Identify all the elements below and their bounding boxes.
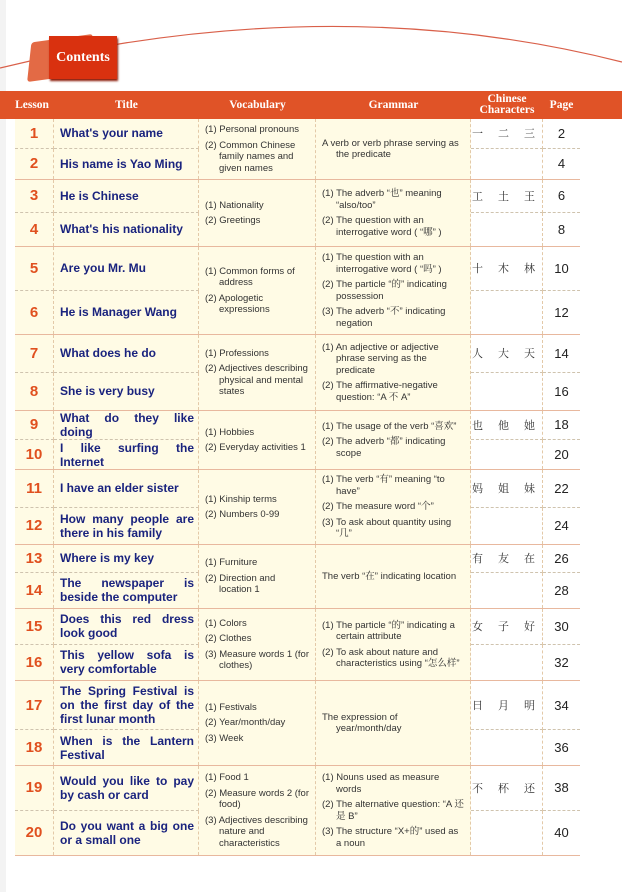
vocabulary-cell xyxy=(199,247,316,334)
header-page: Page xyxy=(549,98,574,111)
lesson-number: 13 xyxy=(15,545,54,573)
vocabulary-item: (2) Year/month/day xyxy=(205,717,286,729)
chinese-characters: 妈 姐 妹 xyxy=(471,470,543,508)
lesson-title[interactable]: He is Manager Wang xyxy=(54,291,199,335)
header-chinese-characters xyxy=(471,91,543,119)
lesson-title[interactable]: When is the Lantern Festival xyxy=(54,730,199,765)
vocabulary-item: (1) Colors xyxy=(205,617,247,629)
grammar-item: (3) To ask about quantity using “几” xyxy=(322,516,452,540)
lesson-number: 10 xyxy=(15,440,54,469)
grammar-cell xyxy=(316,335,471,410)
page-number[interactable]: 14 xyxy=(543,335,580,373)
vocabulary-item: (2) Numbers 0-99 xyxy=(205,509,280,520)
chinese-characters xyxy=(471,440,543,469)
grammar-item: The verb “在” indicating location xyxy=(322,570,457,582)
chinese-characters: 不 杯 还 xyxy=(471,766,543,811)
lesson-title[interactable]: She is very busy xyxy=(54,373,199,411)
vocabulary-cell xyxy=(199,119,316,179)
vocabulary-item: (2) Greetings xyxy=(205,215,261,226)
chinese-characters: 日 月 明 xyxy=(471,681,543,730)
page-margin xyxy=(0,0,6,892)
contents-heading: Contents xyxy=(56,49,110,65)
vocabulary-item: (1) Festivals xyxy=(205,701,257,713)
lesson-number: 20 xyxy=(15,811,54,856)
header-grammar: Grammar xyxy=(368,98,419,111)
vocabulary-item: (2) Clothes xyxy=(205,633,252,644)
lesson-number: 9 xyxy=(15,411,54,440)
vocabulary-cell xyxy=(199,609,316,680)
grammar-cell xyxy=(316,119,471,179)
lesson-number: 2 xyxy=(15,149,54,179)
grammar-item: A verb or verb phrase serving as the predicate xyxy=(322,137,459,160)
chinese-characters xyxy=(471,149,543,179)
chinese-characters: 一 二 三 xyxy=(471,119,543,149)
grammar-cell xyxy=(316,545,471,608)
vocabulary-item: (1) Food 1 xyxy=(205,772,249,783)
lesson-group xyxy=(15,411,580,470)
header-lesson: Lesson xyxy=(15,98,49,111)
lesson-title[interactable]: I like surfing the Internet xyxy=(54,440,199,469)
chinese-characters xyxy=(471,811,543,856)
lesson-number: 8 xyxy=(15,373,54,411)
vocabulary-item: (1) Hobbies xyxy=(205,426,255,438)
vocabulary-cell xyxy=(199,766,316,855)
page-number[interactable]: 12 xyxy=(543,291,580,335)
lesson-title[interactable]: He is Chinese xyxy=(54,180,199,213)
lesson-group xyxy=(15,119,580,180)
vocabulary-item: (2) Direction and location 1 xyxy=(205,572,276,596)
grammar-item: The expression of year/month/day xyxy=(322,711,402,734)
grammar-item: (2) The adverb “都” indicating scope xyxy=(322,436,446,459)
lesson-group xyxy=(15,335,580,411)
grammar-cell xyxy=(316,470,471,544)
lesson-number: 3 xyxy=(15,180,54,213)
page-number[interactable]: 28 xyxy=(543,573,580,608)
lesson-title[interactable]: I have an elder sister xyxy=(54,470,199,508)
vocabulary-item: (2) Adjectives describing physical and mental states xyxy=(205,363,308,397)
lesson-number: 11 xyxy=(15,470,54,508)
grammar-item: (1) An adjective or adjective phrase serving as the predicate xyxy=(322,341,439,376)
vocabulary-item: (2) Apologetic expressions xyxy=(205,292,270,315)
lesson-title[interactable]: The newspaper is beside the computer xyxy=(54,573,199,608)
chinese-characters xyxy=(471,645,543,681)
vocabulary-item: (1) Common forms of address xyxy=(205,265,295,288)
lesson-group xyxy=(15,470,580,545)
grammar-cell xyxy=(316,681,471,765)
header-chars-line2: Characters xyxy=(479,104,535,116)
lesson-number: 1 xyxy=(15,119,54,149)
vocabulary-cell xyxy=(199,545,316,608)
page-number[interactable]: 10 xyxy=(543,247,580,291)
lesson-number: 14 xyxy=(15,573,54,608)
page-number[interactable]: 2 xyxy=(543,119,580,149)
grammar-item: (2) To ask about nature and characteristics using “怎么样” xyxy=(322,646,460,669)
grammar-item: (1) Nouns used as measure words xyxy=(322,772,440,795)
lesson-title[interactable]: Does this red dress look good xyxy=(54,609,199,645)
lesson-group xyxy=(15,766,580,856)
grammar-item: (2) The affirmative-negative question: “A 不 A” xyxy=(322,380,438,403)
chinese-characters: 人 大 天 xyxy=(471,335,543,373)
chinese-characters: 有 友 在 xyxy=(471,545,543,573)
chinese-characters xyxy=(471,213,543,246)
page-number[interactable]: 36 xyxy=(543,730,580,765)
page-number[interactable]: 22 xyxy=(543,470,580,508)
vocabulary-item: (3) Adjectives describing nature and characteristics xyxy=(205,814,308,849)
lesson-number: 7 xyxy=(15,335,54,373)
page-number[interactable]: 18 xyxy=(543,411,580,440)
grammar-item: (3) The structure “X+的” used as a noun xyxy=(322,826,459,849)
chinese-characters xyxy=(471,573,543,608)
vocabulary-cell xyxy=(199,335,316,410)
page-number[interactable]: 32 xyxy=(543,645,580,681)
chinese-characters xyxy=(471,373,543,411)
header-chars-line1: Chinese xyxy=(487,93,527,105)
lesson-group xyxy=(15,681,580,766)
page-number[interactable]: 34 xyxy=(543,681,580,730)
chinese-characters xyxy=(471,291,543,335)
lesson-title[interactable]: What does he do xyxy=(54,335,199,373)
chinese-characters: 也 他 她 xyxy=(471,411,543,440)
vocabulary-item: (2) Measure words 2 (for food) xyxy=(205,787,310,810)
table-header xyxy=(0,91,622,119)
lesson-title[interactable]: Where is my key xyxy=(54,545,199,573)
page-number[interactable]: 8 xyxy=(543,213,580,246)
lesson-number: 6 xyxy=(15,291,54,335)
lesson-title[interactable]: This yellow sofa is very comfortable xyxy=(54,645,199,681)
vocabulary-item: (1) Personal pronouns xyxy=(205,124,299,135)
grammar-cell xyxy=(316,247,471,334)
vocabulary-item: (2) Everyday activities 1 xyxy=(205,442,306,453)
grammar-item: (1) The usage of the verb “喜欢” xyxy=(322,420,457,432)
grammar-item: (1) The adverb “也” meaning “also/too” xyxy=(322,188,442,211)
contents-badge xyxy=(49,36,117,79)
vocabulary-cell xyxy=(199,681,316,765)
chinese-characters xyxy=(471,508,543,545)
vocabulary-item: (1) Furniture xyxy=(205,557,258,569)
header-title: Title xyxy=(115,98,138,111)
lesson-number: 17 xyxy=(15,681,54,730)
grammar-item: (2) The measure word “个” xyxy=(322,501,434,513)
chinese-characters: 工 土 王 xyxy=(471,180,543,213)
chinese-characters: 十 木 林 xyxy=(471,247,543,291)
grammar-item: (2) The particle “的” indicating possession xyxy=(322,279,447,302)
lesson-title[interactable]: Do you want a big one or a small one xyxy=(54,811,199,856)
lesson-number: 5 xyxy=(15,247,54,291)
lesson-number: 18 xyxy=(15,730,54,765)
lesson-title[interactable]: How many people are there in his family xyxy=(54,508,199,545)
grammar-cell xyxy=(316,766,471,855)
page-number[interactable]: 38 xyxy=(543,766,580,811)
grammar-item: (1) The verb “有” meaning “to have” xyxy=(322,474,445,497)
chinese-characters: 女 子 好 xyxy=(471,609,543,645)
page-number[interactable]: 26 xyxy=(543,545,580,573)
vocabulary-item: (1) Kinship terms xyxy=(205,493,277,505)
lesson-number: 12 xyxy=(15,508,54,545)
page-number[interactable]: 40 xyxy=(543,811,580,856)
lesson-title[interactable]: What do they like doing xyxy=(54,411,199,440)
lesson-group xyxy=(15,247,580,335)
vocabulary-cell xyxy=(199,411,316,469)
grammar-cell xyxy=(316,609,471,680)
lesson-title[interactable]: Are you Mr. Mu xyxy=(54,247,199,291)
grammar-item: (3) The adverb “不” indicating negation xyxy=(322,306,446,329)
lesson-number: 15 xyxy=(15,609,54,645)
lesson-title[interactable]: The Spring Festival is on the first day of the first lunar month xyxy=(54,681,199,730)
vocabulary-item: (3) Week xyxy=(205,732,244,744)
lesson-title[interactable]: His name is Yao Ming xyxy=(54,149,199,179)
lesson-title[interactable]: What's your name xyxy=(54,119,199,149)
lesson-group xyxy=(15,545,580,609)
page-number[interactable]: 6 xyxy=(543,180,580,213)
grammar-item: (1) The question with an interrogative word ( “吗” ) xyxy=(322,252,442,275)
contents-table xyxy=(15,119,580,856)
grammar-item: (1) The particle “的” indicating a certain attribute xyxy=(322,619,455,642)
chinese-characters xyxy=(471,730,543,765)
vocabulary-cell xyxy=(199,180,316,246)
lesson-title[interactable]: Would you like to pay by cash or card xyxy=(54,766,199,811)
page-number[interactable]: 30 xyxy=(543,609,580,645)
grammar-item: (2) The question with an interrogative word ( “哪” ) xyxy=(322,215,442,238)
page-number[interactable]: 20 xyxy=(543,440,580,469)
grammar-cell xyxy=(316,411,471,469)
vocabulary-item: (1) Nationality xyxy=(205,199,264,211)
lesson-number: 16 xyxy=(15,645,54,681)
header-vocabulary: Vocabulary xyxy=(229,98,286,111)
page-number[interactable]: 4 xyxy=(543,149,580,179)
lesson-group xyxy=(15,609,580,681)
lesson-group xyxy=(15,180,580,247)
page-number[interactable]: 24 xyxy=(543,508,580,545)
grammar-item: (2) The alternative question: “A 还是 B” xyxy=(322,799,464,822)
vocabulary-item: (3) Measure words 1 (for clothes) xyxy=(205,648,310,671)
vocabulary-item: (2) Common Chinese family names and given names xyxy=(205,139,296,174)
lesson-number: 19 xyxy=(15,766,54,811)
vocabulary-item: (1) Professions xyxy=(205,347,269,359)
page-number[interactable]: 16 xyxy=(543,373,580,411)
grammar-cell xyxy=(316,180,471,246)
lesson-number: 4 xyxy=(15,213,54,246)
vocabulary-cell xyxy=(199,470,316,544)
lesson-title[interactable]: What's his nationality xyxy=(54,213,199,246)
